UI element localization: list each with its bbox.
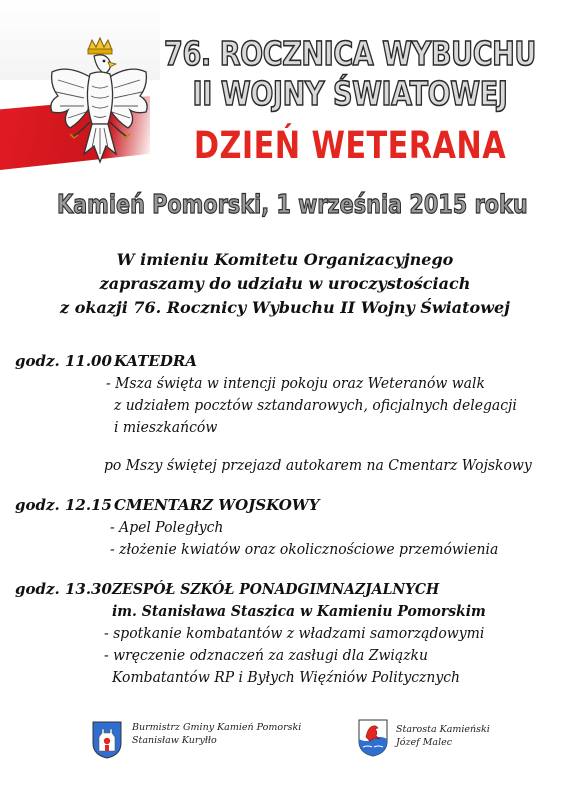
event1-note: po Mszy świętej przejazd autokarem na Cmentarz Wojskowy bbox=[104, 456, 532, 474]
event2-item: - złożenie kwiatów oraz okolicznościowe przemówienia bbox=[110, 540, 499, 558]
intro-line: W imieniu Komitetu Organizacyjnego bbox=[116, 250, 454, 269]
invitation-intro bbox=[0, 248, 570, 320]
event1-item: - Msza święta w intencji pokoju oraz Weteranów walk bbox=[106, 374, 485, 392]
title-veteran-day: DZIEŃ WETERANA bbox=[193, 124, 507, 167]
event3-item: - wręczenie odznaczeń za zasługi dla Związku bbox=[104, 646, 428, 664]
title-line-1: 76. ROCZNICA WYBUCHU bbox=[164, 34, 536, 73]
event3-item: - spotkanie kombatantów z władzami samorządowymi bbox=[104, 624, 485, 642]
event2-place: CMENTARZ WOJSKOWY bbox=[114, 496, 320, 514]
title-line-2: II WOJNY ŚWIATOWEJ bbox=[192, 74, 508, 113]
signatures bbox=[0, 715, 570, 785]
intro-line: zapraszamy do udziału w uroczystościach bbox=[99, 274, 471, 293]
signature-left bbox=[132, 721, 301, 747]
signature-left-name: Stanisław Kuryłło bbox=[132, 735, 217, 746]
event1-item: i mieszkańców bbox=[114, 418, 218, 436]
kamien-pomorski-crest-icon bbox=[92, 721, 122, 759]
event2-item: - Apel Poległych bbox=[110, 518, 224, 536]
place-and-date: Kamień Pomorski, 1 września 2015 roku bbox=[57, 190, 528, 220]
county-griffin-crest-icon bbox=[358, 719, 388, 757]
signature-right bbox=[396, 723, 490, 749]
white-eagle-crowned-icon bbox=[44, 36, 152, 174]
event2-time: godz. 12.15 bbox=[15, 496, 112, 514]
signature-left-role: Burmistrz Gminy Kamień Pomorski bbox=[132, 722, 302, 733]
event1-time: godz. 11.00 bbox=[15, 352, 112, 370]
event3-item: Kombatantów RP i Byłych Więźniów Politycznych bbox=[112, 668, 461, 686]
intro-line: z okazji 76. Rocznicy Wybuchu II Wojny Światowej bbox=[60, 298, 510, 317]
event3-place: ZESPÓŁ SZKÓŁ PONADGIMNAZJALNYCH bbox=[112, 580, 440, 598]
event1-place: KATEDRA bbox=[114, 352, 197, 370]
event1-item: z udziałem pocztów sztandarowych, oficjalnych delegacji bbox=[114, 396, 517, 414]
signature-right-name: Józef Malec bbox=[396, 737, 453, 748]
signature-right-role: Starosta Kamieński bbox=[396, 724, 490, 735]
event3-time: godz. 13.30 bbox=[15, 580, 112, 598]
event3-place-line2: im. Stanisława Staszica w Kamieniu Pomorskim bbox=[112, 602, 486, 620]
